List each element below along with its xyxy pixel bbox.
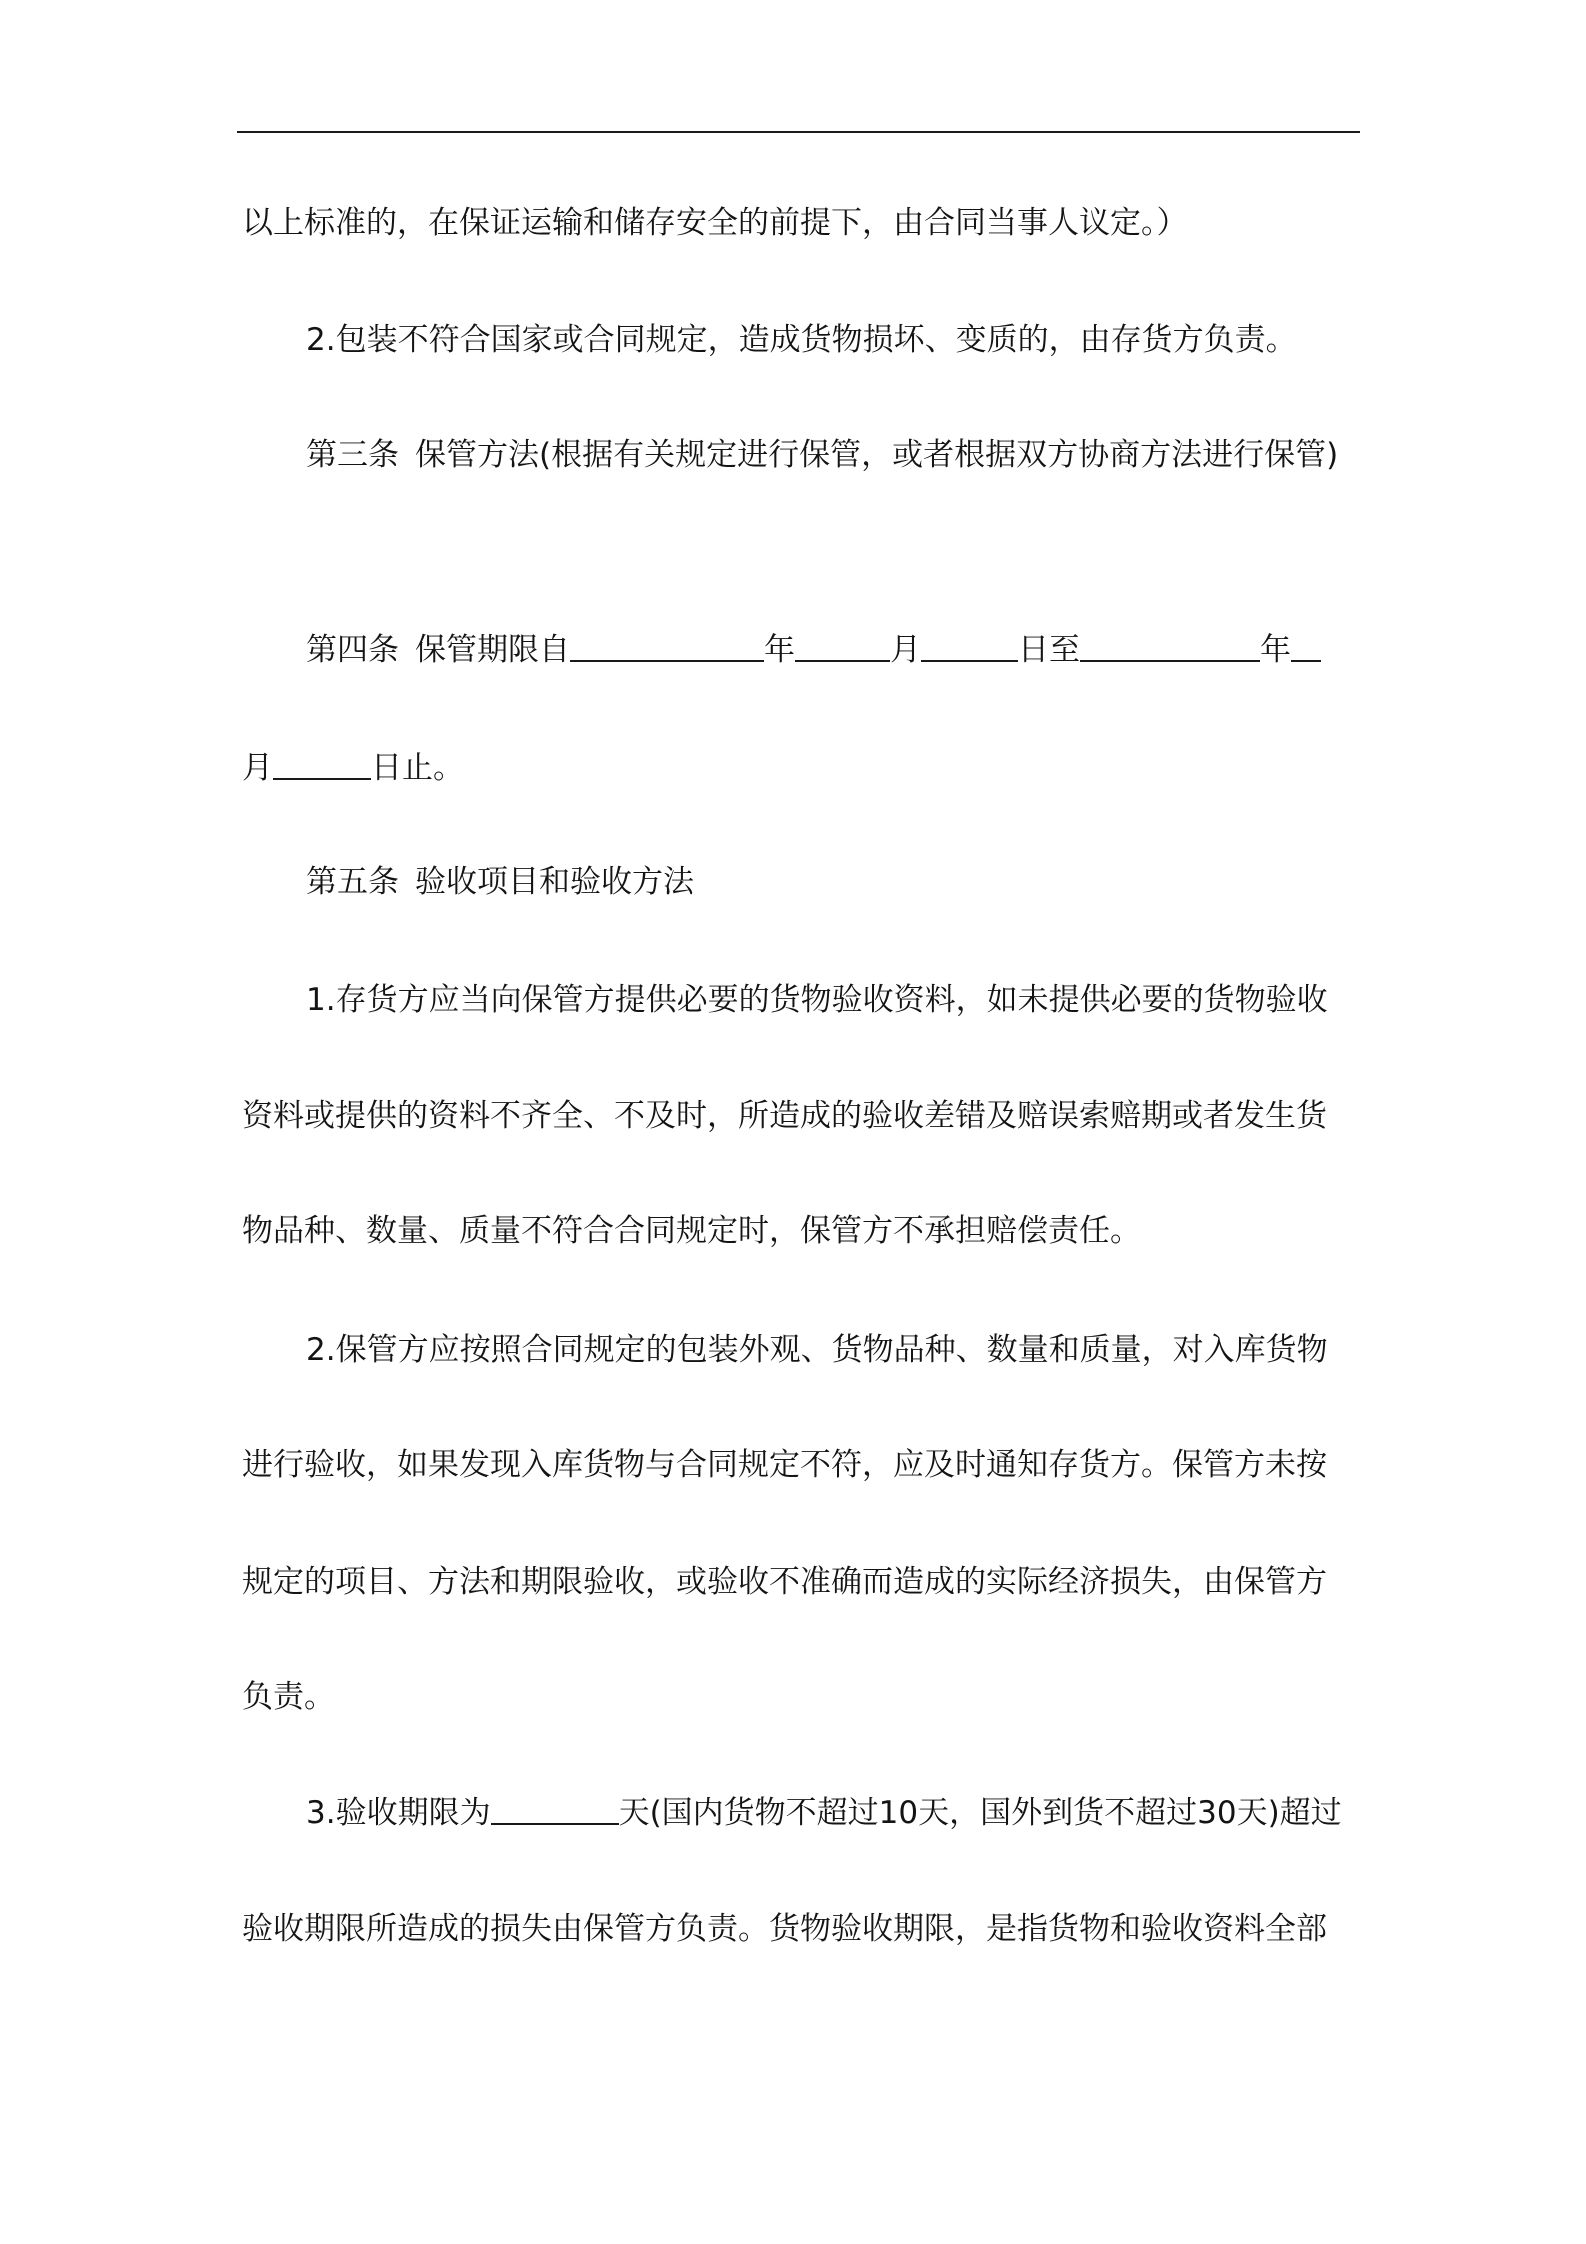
paragraph-line: 2.包装不符合国家或合同规定，造成货物损坏、变质的，由存货方负责。	[306, 322, 1297, 358]
fill-in-blank[interactable]	[491, 1783, 619, 1825]
article-number: 第三条	[306, 437, 399, 473]
article-3-heading	[306, 425, 1338, 485]
paragraph-line: 1.存货方应当向保管方提供必要的货物验收资料，如未提供必要的货物验收	[306, 982, 1328, 1018]
header-rule	[237, 131, 1360, 133]
text-fragment: 保管期限自	[415, 632, 570, 668]
article-number: 第四条	[306, 632, 399, 668]
text-fragment: 年	[764, 632, 795, 668]
article-4-line	[306, 620, 1321, 680]
fill-in-blank[interactable]	[1080, 620, 1260, 662]
article-title: 保管方法(根据有关规定进行保管，或者根据双方协商方法进行保管)	[415, 437, 1339, 473]
text-fragment: 天(国内货物不超过10天，国外到货不超过30天)超过	[618, 1795, 1342, 1831]
article-5-item-3	[306, 1783, 1342, 1843]
paragraph-line: 以上标准的，在保证运输和储存安全的前提下，由合同当事人议定。）	[242, 205, 1188, 241]
paragraph-line: 负责。	[242, 1679, 335, 1715]
text-fragment: 月	[890, 632, 921, 668]
fill-in-blank[interactable]	[273, 738, 371, 780]
article-number: 第五条	[306, 864, 399, 900]
text-fragment: 月	[242, 750, 273, 786]
paragraph-line: 资料或提供的资料不齐全、不及时，所造成的验收差错及赔误索赔期或者发生货	[242, 1098, 1327, 1134]
text-fragment: 日止。	[371, 750, 464, 786]
paragraph-line: 物品种、数量、质量不符合合同规定时，保管方不承担赔偿责任。	[242, 1213, 1141, 1249]
fill-in-blank[interactable]	[1291, 620, 1321, 662]
fill-in-blank[interactable]	[570, 620, 764, 662]
article-4-line-cont	[242, 738, 464, 798]
paragraph-line: 2.保管方应按照合同规定的包装外观、货物品种、数量和质量，对入库货物	[306, 1332, 1328, 1368]
paragraph-line: 验收期限所造成的损失由保管方负责。货物验收期限，是指货物和验收资料全部	[242, 1911, 1327, 1947]
text-fragment: 3.验收期限为	[306, 1795, 491, 1831]
paragraph-line: 进行验收，如果发现入库货物与合同规定不符，应及时通知存货方。保管方未按	[242, 1447, 1327, 1483]
article-5-heading	[306, 852, 694, 912]
article-title: 验收项目和验收方法	[415, 864, 694, 900]
fill-in-blank[interactable]	[921, 620, 1018, 662]
text-fragment: 年	[1260, 632, 1291, 668]
text-fragment: 日至	[1018, 632, 1080, 668]
fill-in-blank[interactable]	[795, 620, 890, 662]
paragraph-line: 规定的项目、方法和期限验收，或验收不准确而造成的实际经济损失，由保管方	[242, 1564, 1327, 1600]
